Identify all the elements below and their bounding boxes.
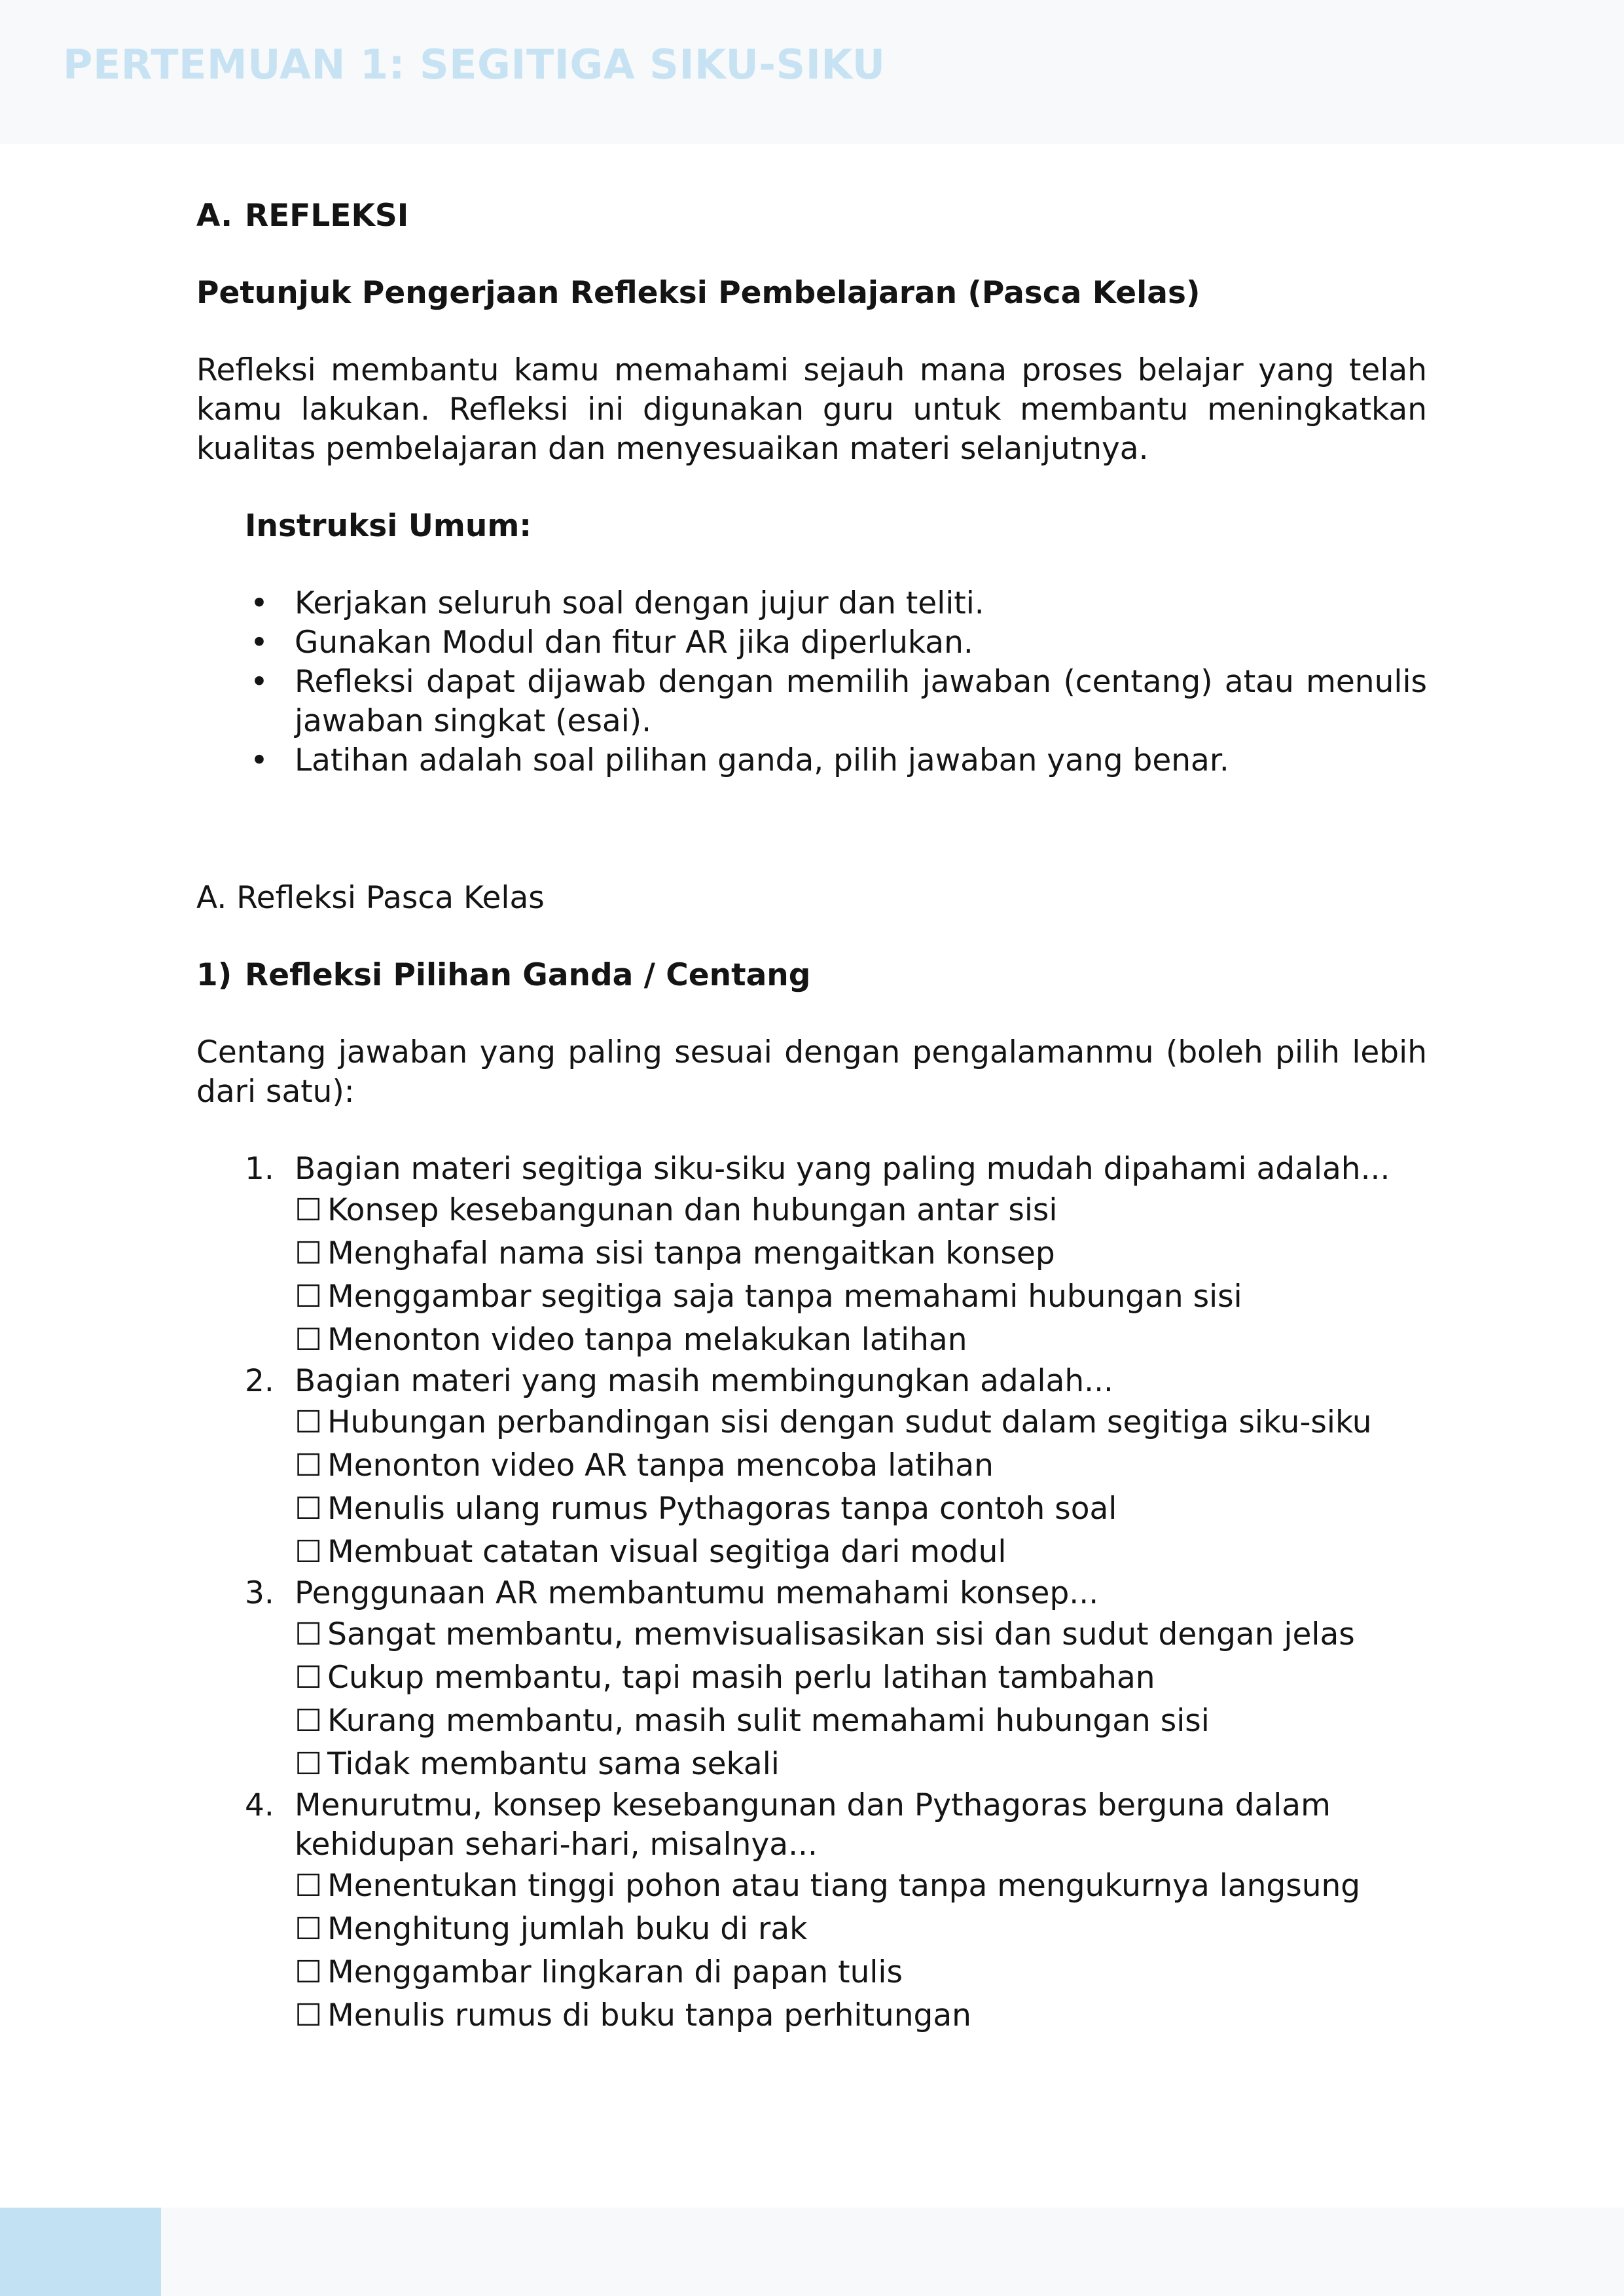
option-label: Kurang membantu, masih sulit memahami hubungan sisi: [327, 1703, 1210, 1739]
section-heading: [196, 196, 1427, 236]
option-label: Sangat membantu, memvisualisasikan sisi dan sudut dengan jelas: [327, 1616, 1355, 1652]
question-item: [196, 1150, 1427, 1362]
answer-option[interactable]: [295, 1189, 1427, 1232]
document-body: [196, 196, 1427, 2037]
instructions-title: Petunjuk Pengerjaan Refleksi Pembelajaran (Pasca Kelas): [196, 275, 1200, 311]
option-label: Hubungan perbandingan sisi dengan sudut dalam segitiga siku-siku: [327, 1404, 1372, 1440]
checkbox-icon[interactable]: ☐: [295, 1534, 323, 1570]
question-number: 4.: [245, 1787, 274, 1823]
option-label: Tidak membantu sama sekali: [327, 1746, 780, 1782]
option-label: Menghafal nama sisi tanpa mengaitkan konsep: [327, 1235, 1055, 1271]
part-instructions: Centang jawaban yang paling sesuai dengan pengalamanmu (boleh pilih lebih dari satu):: [196, 1034, 1427, 1110]
subsection-heading: A. Refleksi Pasca Kelas: [196, 880, 545, 916]
section-title: REFLEKSI: [245, 198, 409, 234]
answer-option[interactable]: [295, 1700, 1427, 1743]
intro-paragraph: Refleksi membantu kamu memahami sejauh mana proses belajar yang telah kamu lakukan. Refleksi ini digunakan guru untuk membantu meningkatkan kualitas pembelajaran dan menyesuaikan materi selanjutnya.: [196, 352, 1427, 467]
option-label: Menulis ulang rumus Pythagoras tanpa contoh soal: [327, 1491, 1117, 1527]
question-item: [196, 1786, 1427, 2037]
question-number: 1.: [245, 1151, 274, 1187]
question-text: Bagian materi yang masih membingungkan adalah...: [295, 1363, 1113, 1399]
question-number: 2.: [245, 1363, 274, 1399]
answer-option[interactable]: [295, 1656, 1427, 1700]
answer-option[interactable]: [295, 1531, 1427, 1574]
answer-option[interactable]: [295, 1908, 1427, 1951]
part-title: Refleksi Pilihan Ganda / Centang: [245, 957, 811, 993]
page-title: PERTEMUAN 1: SEGITIGA SIKU-SIKU: [63, 41, 886, 88]
option-label: Menggambar segitiga saja tanpa memahami hubungan sisi: [327, 1279, 1242, 1315]
option-label: Membuat catatan visual segitiga dari modul: [327, 1534, 1007, 1570]
question-item: [196, 1574, 1427, 1786]
answer-option[interactable]: [295, 1444, 1427, 1487]
answer-option[interactable]: [295, 1232, 1427, 1275]
checkbox-icon[interactable]: ☐: [295, 1279, 323, 1315]
checkbox-icon[interactable]: ☐: [295, 1660, 323, 1696]
bullet-icon: •: [250, 664, 268, 700]
option-label: Menulis rumus di buku tanpa perhitungan: [327, 1997, 971, 2033]
checkbox-icon[interactable]: ☐: [295, 1997, 323, 2033]
question-text: Penggunaan AR membantumu memahami konsep...: [295, 1575, 1099, 1611]
answer-option[interactable]: [295, 1487, 1427, 1531]
instruction-text: Gunakan Modul dan fitur AR jika diperlukan.: [295, 625, 973, 661]
option-label: Menentukan tinggi pohon atau tiang tanpa mengukurnya langsung: [327, 1868, 1361, 1904]
checkbox-icon[interactable]: ☐: [295, 1235, 323, 1271]
answer-option[interactable]: [295, 1743, 1427, 1786]
checkbox-icon[interactable]: ☐: [295, 1703, 323, 1739]
answer-option[interactable]: [295, 1319, 1427, 1362]
page-header: [0, 0, 1624, 144]
page-footer: [0, 2208, 1624, 2296]
instruction-item: [196, 663, 1427, 741]
option-label: Konsep kesebangunan dan hubungan antar sisi: [327, 1192, 1058, 1228]
option-label: Menggambar lingkaran di papan tulis: [327, 1954, 903, 1990]
instruction-item: [196, 623, 1427, 663]
question-item: [196, 1362, 1427, 1574]
answer-option[interactable]: [295, 1865, 1427, 1908]
checkbox-icon[interactable]: ☐: [295, 1491, 323, 1527]
question-text: Menurutmu, konsep kesebangunan dan Pythagoras berguna dalam kehidupan sehari-hari, misalnya...: [295, 1787, 1331, 1863]
checkbox-icon[interactable]: ☐: [295, 1954, 323, 1990]
checkbox-icon[interactable]: ☐: [295, 1192, 323, 1228]
answer-option[interactable]: [295, 1613, 1427, 1656]
instruction-item: [196, 741, 1427, 780]
part-heading: [196, 956, 1427, 995]
checkbox-icon[interactable]: ☐: [295, 1746, 323, 1782]
bullet-icon: •: [250, 742, 268, 778]
question-number: 3.: [245, 1575, 274, 1611]
footer-page-tab: [0, 2208, 161, 2296]
answer-option[interactable]: [295, 1994, 1427, 2037]
checkbox-icon[interactable]: ☐: [295, 1868, 323, 1904]
instruction-text: Refleksi dapat dijawab dengan memilih jawaban (centang) atau menulis jawaban singkat (esai).: [295, 664, 1427, 739]
instruction-item: [196, 584, 1427, 623]
checkbox-icon[interactable]: ☐: [295, 1911, 323, 1947]
general-instructions-list: [196, 584, 1427, 780]
bullet-icon: •: [250, 585, 268, 621]
checkbox-icon[interactable]: ☐: [295, 1322, 323, 1358]
option-label: Menonton video AR tanpa mencoba latihan: [327, 1448, 994, 1484]
general-instructions-title: Instruksi Umum:: [245, 508, 532, 544]
answer-option[interactable]: [295, 1401, 1427, 1444]
section-number: A.: [196, 198, 233, 234]
question-list: [196, 1150, 1427, 2037]
instruction-text: Kerjakan seluruh soal dengan jujur dan teliti.: [295, 585, 984, 621]
option-label: Menghitung jumlah buku di rak: [327, 1911, 808, 1947]
part-number: 1): [196, 957, 232, 993]
bullet-icon: •: [250, 625, 268, 661]
option-label: Cukup membantu, tapi masih perlu latihan tambahan: [327, 1660, 1155, 1696]
checkbox-icon[interactable]: ☐: [295, 1616, 323, 1652]
answer-option[interactable]: [295, 1275, 1427, 1319]
instruction-text: Latihan adalah soal pilihan ganda, pilih jawaban yang benar.: [295, 742, 1229, 778]
answer-option[interactable]: [295, 1951, 1427, 1994]
question-text: Bagian materi segitiga siku-siku yang paling mudah dipahami adalah...: [295, 1151, 1390, 1187]
checkbox-icon[interactable]: ☐: [295, 1448, 323, 1484]
option-label: Menonton video tanpa melakukan latihan: [327, 1322, 967, 1358]
checkbox-icon[interactable]: ☐: [295, 1404, 323, 1440]
